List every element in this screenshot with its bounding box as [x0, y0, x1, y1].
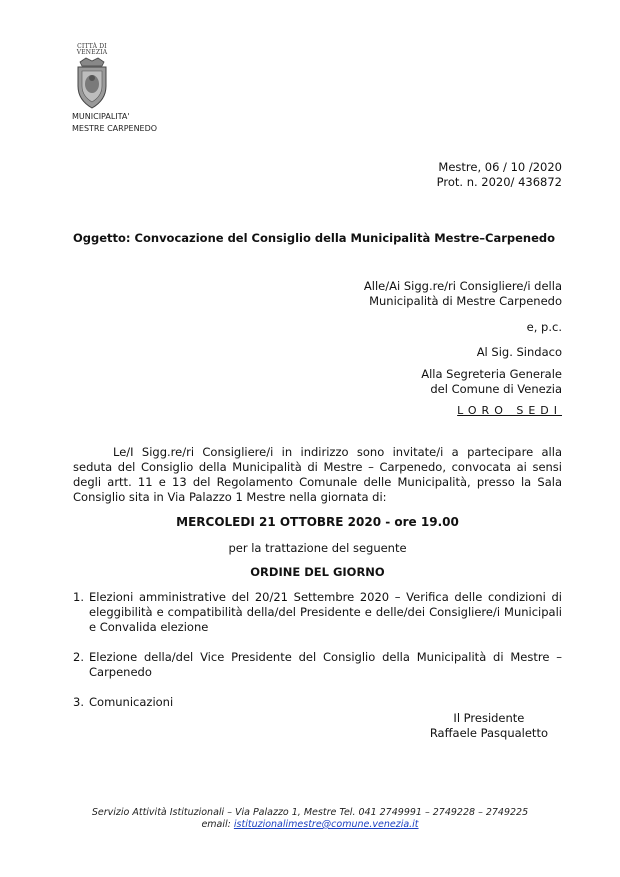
recipients-councillors	[364, 279, 562, 309]
date-protocol	[437, 160, 562, 190]
agenda-title: ORDINE DEL GIORNO	[250, 565, 385, 579]
footer-email-label: email:	[201, 819, 231, 830]
recipient-secretariat	[421, 367, 562, 397]
footer-address: Servizio Attività Istituzionali – Via Palazzo 1, Mestre Tel. 041 2749991 – 2749228 – 2749225	[91, 807, 529, 818]
agenda-item-number: 2.	[73, 650, 84, 664]
recipients-line1: Alle/Ai Sigg.re/ri Consigliere/i della	[363, 279, 562, 293]
subject-line: Oggetto: Convocazione del Consiglio della Municipalità Mestre–Carpenedo	[73, 231, 556, 245]
secretariat-line2: del Comune di Venezia	[430, 382, 562, 396]
agenda-item-number: 1.	[73, 590, 84, 604]
recipients-line2: Municipalità di Mestre Carpenedo	[369, 294, 562, 308]
meeting-date: MERCOLEDI 21 OTTOBRE 2020 - ore 19.00	[176, 515, 459, 529]
loro-sedi: LORO SEDI	[457, 404, 562, 417]
signature-block	[430, 711, 548, 741]
signature-name: Raffaele Pasqualetto	[429, 726, 548, 740]
agenda-item-text: Elezione della/del Vice Presidente del Consiglio della Municipalità di Mestre – Carpenedo	[89, 650, 562, 679]
agenda-item-text: Elezioni amministrative del 20/21 Settembre 2020 – Verifica delle condizioni di eleggibilità e compatibilità della/del Presidente e delle/dei Consigliere/i Municipali e Convalida elezione	[89, 590, 562, 634]
protocol-number: Prot. n. 2020/ 436872	[436, 175, 562, 189]
coat-of-arms-icon	[72, 56, 112, 110]
municipality-line2: MESTRE CARPENEDO	[72, 124, 158, 133]
secretariat-line1: Alla Segreteria Generale	[421, 367, 562, 381]
logo-city-line1: CITTÀ DI	[77, 43, 107, 50]
agenda-intro: per la trattazione del seguente	[228, 541, 407, 555]
signature-role: Il Presidente	[453, 711, 525, 725]
municipality-name	[72, 111, 157, 135]
footer	[40, 807, 580, 831]
body-text: Le/I Sigg.re/ri Consigliere/i in indirizzo sono invitate/i a partecipare alla seduta del Consiglio della Municipalità di Mestre – Carpenedo, convocata ai sensi degli artt. 11 e 13 del Regolamento Comunale delle Municipalità, presso la Sala Consiglio sita in Via Palazzo 1 Mestre nella giornata di:	[73, 445, 562, 504]
municipality-line1: MUNICIPALITA'	[72, 112, 130, 121]
agenda-item-number: 3.	[73, 695, 84, 709]
agenda-item	[73, 695, 562, 710]
city-logo	[72, 44, 112, 114]
body-paragraph	[73, 445, 562, 505]
logo-city-line2: VENEZIA	[76, 49, 108, 56]
agenda-item	[73, 590, 562, 635]
agenda-list	[73, 590, 562, 725]
recipient-mayor: Al Sig. Sindaco	[476, 345, 562, 359]
agenda-item	[73, 650, 562, 680]
agenda-item-text: Comunicazioni	[89, 695, 174, 709]
footer-email-link[interactable]: istituzionalimestre@comune.venezia.it	[233, 819, 419, 830]
place-date: Mestre, 06 / 10 /2020	[438, 160, 562, 174]
cc-label: e, p.c.	[526, 320, 562, 334]
footer-email-line	[40, 819, 580, 831]
